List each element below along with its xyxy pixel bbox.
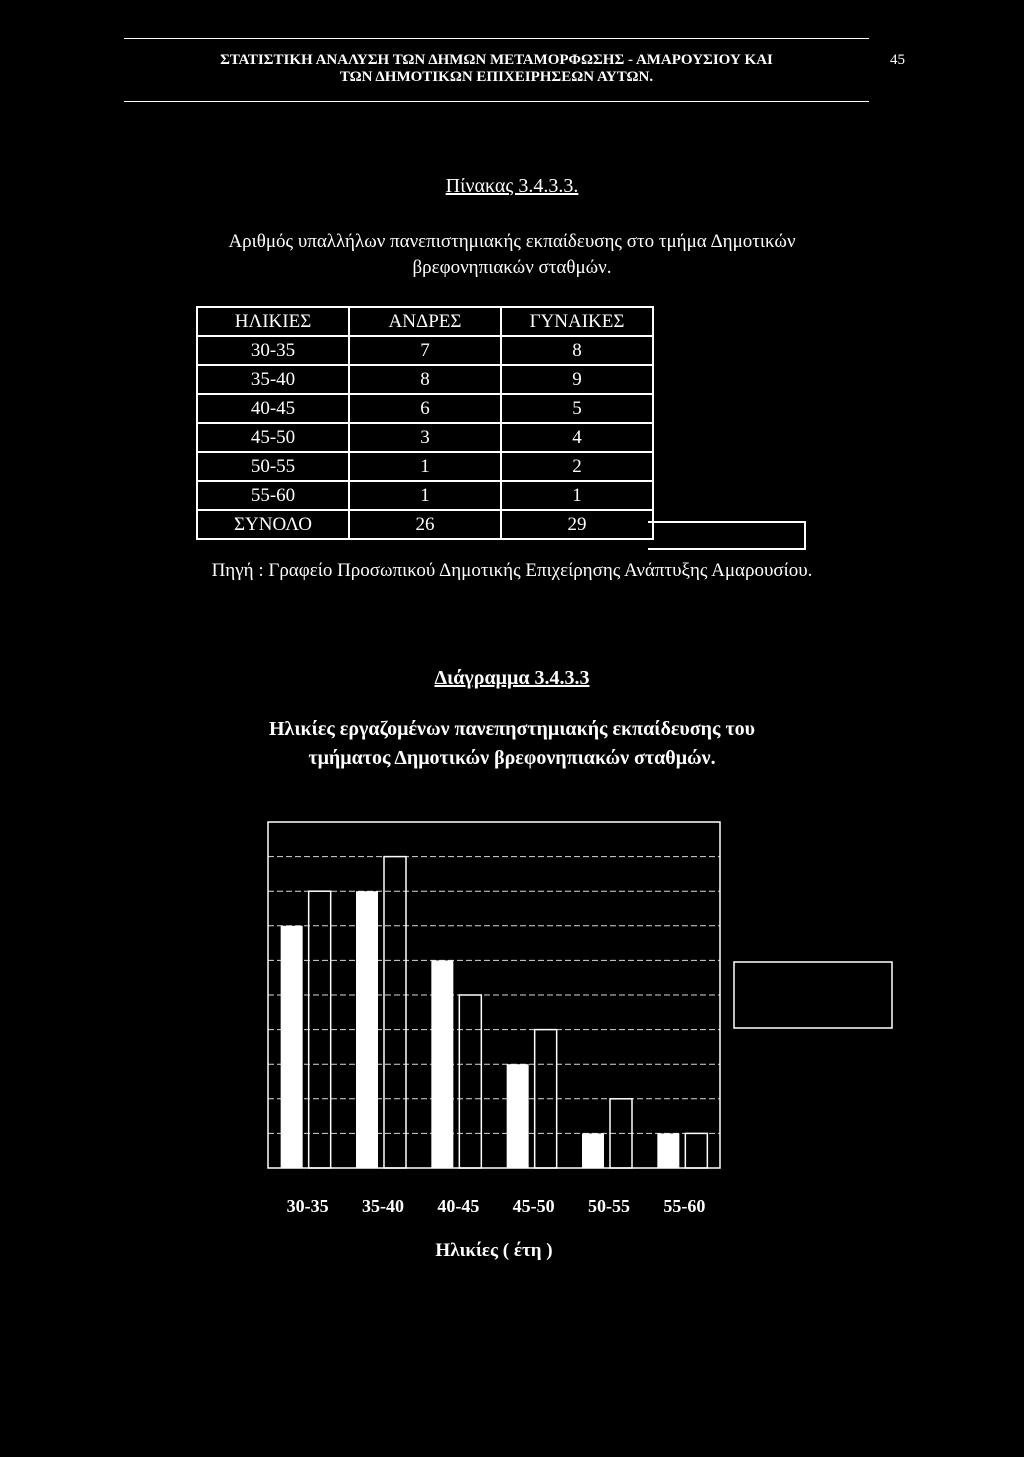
diagram-caption-line2: τμήματος Δημοτικών βρεφονηπιακών σταθμών. bbox=[308, 747, 716, 769]
row-women: 5 bbox=[501, 394, 653, 423]
x-tick-label: 45-50 bbox=[512, 1196, 555, 1216]
chart-legend bbox=[734, 962, 892, 1028]
table-caption-line2: βρεφονηπιακών σταθμών. bbox=[412, 257, 612, 278]
x-tick-label: 50-55 bbox=[588, 1196, 630, 1216]
bar-men-30-35 bbox=[281, 926, 303, 1168]
diagram-caption-line1: Ηλικίες εργαζομένων πανεπηστημιακής εκπαίδευσης του bbox=[268, 718, 756, 740]
diagram-title: Διάγραμμα 3.4.3.3 bbox=[434, 667, 590, 689]
x-tick-label: 30-35 bbox=[286, 1196, 329, 1216]
x-tick-label: 35-40 bbox=[362, 1196, 404, 1216]
chart-tick-labels bbox=[287, 1196, 706, 1216]
bar-men-35-40 bbox=[356, 891, 378, 1168]
table-title: Πίνακας 3.4.3.3. bbox=[445, 175, 579, 197]
table-caption-line1: Αριθμός υπαλλήλων πανεπιστημιακής εκπαίδευσης στο τμήμα Δημοτικών bbox=[228, 231, 796, 252]
row-women: 2 bbox=[501, 452, 653, 481]
bar-men-50-55 bbox=[582, 1133, 604, 1168]
total-label: ΣΥΝΟΛΟ bbox=[197, 510, 349, 539]
row-women: 9 bbox=[501, 365, 653, 394]
row-age: 55-60 bbox=[197, 481, 349, 510]
row-men: 3 bbox=[349, 423, 501, 452]
header-cell-women: ΓΥΝΑΙΚΕΣ bbox=[501, 307, 653, 336]
legend-box bbox=[734, 962, 892, 1028]
total-men: 26 bbox=[349, 510, 501, 539]
page-number: 45 bbox=[890, 52, 905, 68]
bar-women-55-60 bbox=[685, 1133, 707, 1168]
bar-men-40-45 bbox=[431, 960, 453, 1168]
row-men: 6 bbox=[349, 394, 501, 423]
bar-men-55-60 bbox=[657, 1133, 679, 1168]
row-age: 40-45 bbox=[197, 394, 349, 423]
table-source-note: Πηγή : Γραφείο Προσωπικού Δημοτικής Επιχείρησης Ανάπτυξης Αμαρουσίου. bbox=[211, 560, 813, 581]
row-age: 45-50 bbox=[197, 423, 349, 452]
row-women: 1 bbox=[501, 481, 653, 510]
bar-women-45-50 bbox=[535, 1030, 557, 1168]
x-tick-label: 40-45 bbox=[437, 1196, 480, 1216]
bar-men-45-50 bbox=[507, 1064, 529, 1168]
row-men: 7 bbox=[349, 336, 501, 365]
row-men: 1 bbox=[349, 452, 501, 481]
row-men: 1 bbox=[349, 481, 501, 510]
header-cell-men: ΑΝΔΡΕΣ bbox=[349, 307, 501, 336]
running-header-line2: ΤΩΝ ΔΗΜΟΤΙΚΩΝ ΕΠΙΧΕΙΡΗΣΕΩΝ ΑΥΤΩΝ. bbox=[339, 69, 654, 85]
row-age: 30-35 bbox=[197, 336, 349, 365]
row-age: 50-55 bbox=[197, 452, 349, 481]
bar-women-35-40 bbox=[384, 857, 406, 1168]
total-women: 29 bbox=[501, 510, 653, 539]
chart-bars bbox=[281, 857, 708, 1168]
row-women: 8 bbox=[501, 336, 653, 365]
chart-x-axis-label: Ηλικίες ( έτη ) bbox=[435, 1240, 553, 1261]
running-header-line1: ΣΤΑΤΙΣΤΙΚΗ ΑΝΑΛΥΣΗ ΤΩΝ ΔΗΜΩΝ ΜΕΤΑΜΟΡΦΩΣΗΣ - ΑΜΑΡΟΥΣΙΟΥ ΚΑΙ bbox=[220, 52, 773, 68]
row-men: 8 bbox=[349, 365, 501, 394]
x-tick-label: 55-60 bbox=[663, 1196, 706, 1216]
row-age: 35-40 bbox=[197, 365, 349, 394]
row-women: 4 bbox=[501, 423, 653, 452]
chart-gridlines bbox=[268, 822, 720, 1133]
bar-women-40-45 bbox=[459, 995, 481, 1168]
header-cell-ages: ΗΛΙΚΙΕΣ bbox=[197, 307, 349, 336]
